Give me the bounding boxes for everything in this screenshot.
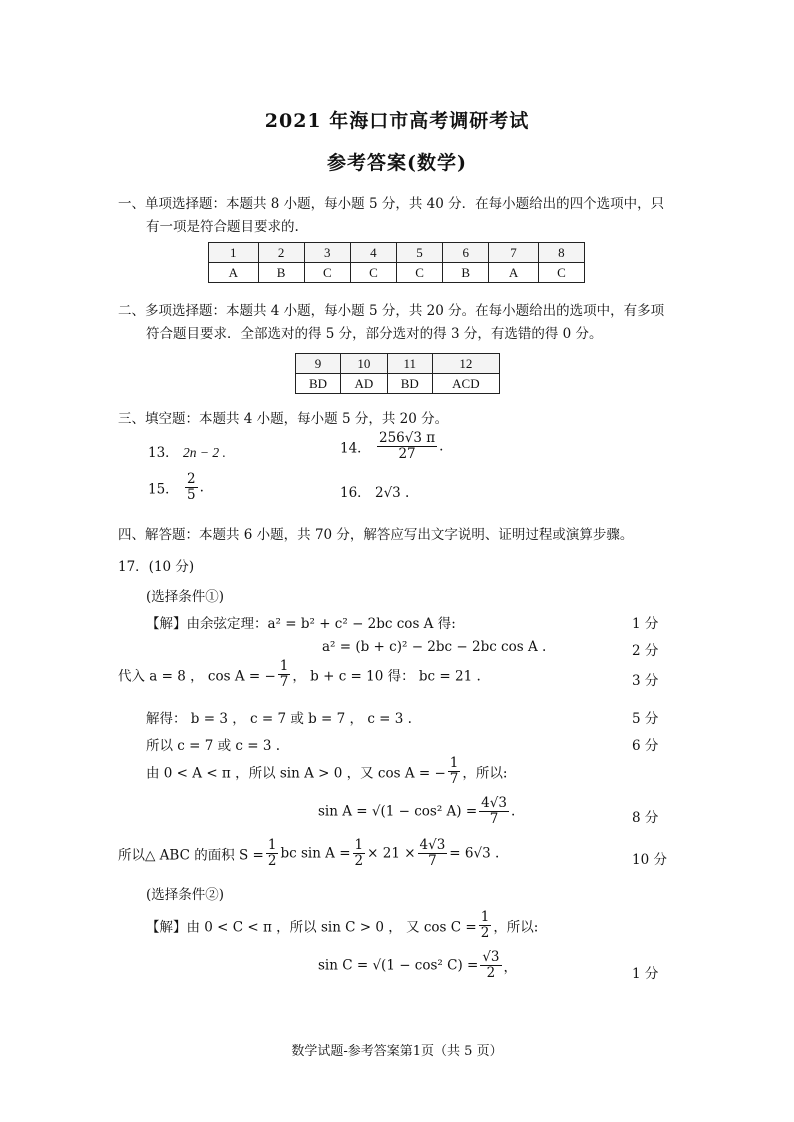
q15-fraction xyxy=(185,472,198,503)
table2-answer: BD xyxy=(387,374,432,394)
area-f1-denominator: 2 xyxy=(267,852,277,869)
answer-table-1 xyxy=(208,242,585,283)
q15-label: 15． xyxy=(148,481,179,498)
table1-num: 1 xyxy=(209,243,259,263)
score-4: 5 分 xyxy=(632,711,659,727)
score-6: 8 分 xyxy=(632,810,659,826)
q17-area-line xyxy=(118,838,499,869)
sinA-prefix: sin A = √(1 − cos² A) = xyxy=(318,803,478,820)
section1-line1: 一、单项选择题：本题共 8 小题，每小题 5 分，共 40 分．在每小题给出的四个选项中，只 xyxy=(118,196,665,212)
table2-num: 11 xyxy=(387,354,432,374)
table1-answer: A xyxy=(489,263,539,283)
table1-num: 6 xyxy=(443,243,489,263)
section4-line: 四、解答题：本题共 6 小题，共 70 分，解答应写出文字说明、证明过程或演算步骤。 xyxy=(118,527,634,543)
q17-so-line: 所以 c = 7 或 c = 3 . xyxy=(146,738,281,754)
table1-answer: B xyxy=(443,263,489,283)
q16-answer: 2√3 . xyxy=(374,485,410,501)
table1-num: 3 xyxy=(304,243,350,263)
page-subtitle: 参考答案(数学) xyxy=(327,152,467,174)
area-f2-denominator: 2 xyxy=(354,852,364,869)
table1-answer: C xyxy=(396,263,442,283)
q17-solve-line: 解得： b = 3 ， c = 7 或 b = 7 ， c = 3 . xyxy=(146,711,412,727)
area-f2-numerator: 1 xyxy=(354,837,364,853)
table1-num: 8 xyxy=(538,243,584,263)
q15-numerator: 2 xyxy=(186,471,196,487)
sinC-prefix: sin C = √(1 − cos² C) = xyxy=(318,957,479,974)
q17-solution-line1: 【解】由余弦定理：a² = b² + c² − 2bc cos A 得: xyxy=(146,616,456,632)
area-f3-numerator: 4√3 xyxy=(419,837,446,853)
area-fraction-2 xyxy=(353,838,366,869)
q14-label: 14． xyxy=(340,440,371,457)
table2-answer-row xyxy=(296,374,500,394)
substitution-suffix: ， b + c = 10 得： bc = 21 . xyxy=(292,668,481,685)
q17-condition-2: (选择条件②) xyxy=(146,887,225,903)
table1-num: 2 xyxy=(258,243,304,263)
substitution-prefix: 代入 a = 8 ， cos A = − xyxy=(118,668,276,685)
table2-num: 9 xyxy=(296,354,341,374)
sinC-suffix: ， xyxy=(503,959,518,976)
page-title: 2021 年海口市高考调研考试 xyxy=(264,110,530,132)
area-fraction-3 xyxy=(418,838,448,869)
table1-answer-row xyxy=(209,263,585,283)
table2-answer: BD xyxy=(296,374,341,394)
table1-answer: C xyxy=(304,263,350,283)
score-2: 2 分 xyxy=(632,643,659,659)
sinC-denominator: 2 xyxy=(486,964,496,981)
q17-sinA-line xyxy=(318,796,515,827)
page-footer: 数学试题-参考答案第1页（共 5 页） xyxy=(291,1044,503,1059)
range-prefix: 由 0 < A < π ，所以 sin A > 0 ，又 cos A = − xyxy=(146,765,446,782)
substitution-fraction xyxy=(278,659,291,690)
table1-answer: A xyxy=(209,263,259,283)
range-numerator: 1 xyxy=(449,755,459,771)
q14-fraction xyxy=(377,431,437,462)
sol2-fraction xyxy=(479,910,492,941)
q17-substitution xyxy=(118,659,481,690)
area-prefix: 所以△ ABC 的面积 S = xyxy=(118,847,264,864)
sinC-numerator: √3 xyxy=(482,949,500,965)
q13-label: 13． xyxy=(148,445,179,461)
area-f1-numerator: 1 xyxy=(267,837,277,853)
score-1: 1 分 xyxy=(632,616,659,632)
q14-denominator: 27 xyxy=(398,445,416,462)
substitution-denominator: 7 xyxy=(279,673,289,690)
score-8: 1 分 xyxy=(632,966,659,982)
table2-num: 12 xyxy=(432,354,499,374)
sol2-denominator: 2 xyxy=(480,924,490,941)
sinA-suffix: . xyxy=(510,803,516,820)
q17-header: 17．(10 分) xyxy=(118,559,195,575)
range-fraction xyxy=(448,756,461,787)
sinA-denominator: 7 xyxy=(489,810,499,827)
sinA-fraction xyxy=(479,796,509,827)
area-fraction-1 xyxy=(266,838,279,869)
table1-num: 5 xyxy=(396,243,442,263)
q16 xyxy=(340,481,409,501)
sol2-numerator: 1 xyxy=(480,909,490,925)
area-middle-2: × 21 × xyxy=(367,845,416,862)
q15-denominator: 5 xyxy=(186,486,196,503)
answer-table-2 xyxy=(295,353,500,394)
sinA-numerator: 4√3 xyxy=(481,795,507,811)
section2-line2: 符合题目要求．全部选对的得 5 分，部分选对的得 3 分，有选错的得 0 分。 xyxy=(146,326,603,342)
section2-line1: 二、多项选择题：本题共 4 小题，每小题 5 分，共 20 分。在每小题给出的选项中，有多项 xyxy=(118,303,665,319)
sol2-prefix: 【解】由 0 < C < π ，所以 sin C > 0 ， 又 cos C = xyxy=(146,919,477,936)
range-suffix: ，所以: xyxy=(462,765,508,782)
score-5: 6 分 xyxy=(632,738,659,754)
q15: 15． $\frac{2}{5}$ . xyxy=(148,471,204,503)
q17-sinC-line xyxy=(318,950,517,981)
area-suffix: = 6√3 . xyxy=(449,845,500,862)
q17-solution-line2: a² = (b + c)² − 2bc − 2bc cos A . xyxy=(322,639,547,655)
table1-answer: C xyxy=(350,263,396,283)
range-denominator: 7 xyxy=(449,770,459,787)
q17-condition-1: (选择条件①) xyxy=(146,589,225,605)
q13-answer: 2n − 2 . xyxy=(182,445,226,460)
score-7: 10 分 xyxy=(632,852,667,868)
q16-label: 16． xyxy=(340,485,371,501)
sol2-suffix: ，所以: xyxy=(493,919,539,936)
q14-numerator: 256√3 π xyxy=(378,430,436,446)
table1-answer: B xyxy=(258,263,304,283)
q13 xyxy=(148,441,226,461)
table1-number-row xyxy=(209,243,585,263)
score-3: 3 分 xyxy=(632,673,659,689)
section3-line: 三、填空题：本题共 4 小题，每小题 5 分，共 20 分。 xyxy=(118,411,449,427)
substitution-numerator: 1 xyxy=(279,658,289,674)
table2-number-row xyxy=(296,354,500,374)
area-middle: bc sin A = xyxy=(280,845,351,862)
table2-answer: AD xyxy=(341,374,388,394)
section1-line2: 有一项是符合题目要求的. xyxy=(146,219,299,235)
table1-answer: C xyxy=(538,263,584,283)
table2-answer: ACD xyxy=(432,374,499,394)
table1-num: 4 xyxy=(350,243,396,263)
table1-num: 7 xyxy=(489,243,539,263)
q14: 14． $\frac{256√3 \pi}{27}$ . xyxy=(340,430,444,462)
sinC-fraction xyxy=(480,950,501,981)
area-f3-denominator: 7 xyxy=(428,852,437,869)
q17-solution2-line xyxy=(146,910,538,941)
table2-num: 10 xyxy=(341,354,388,374)
q17-range-line xyxy=(146,756,507,787)
